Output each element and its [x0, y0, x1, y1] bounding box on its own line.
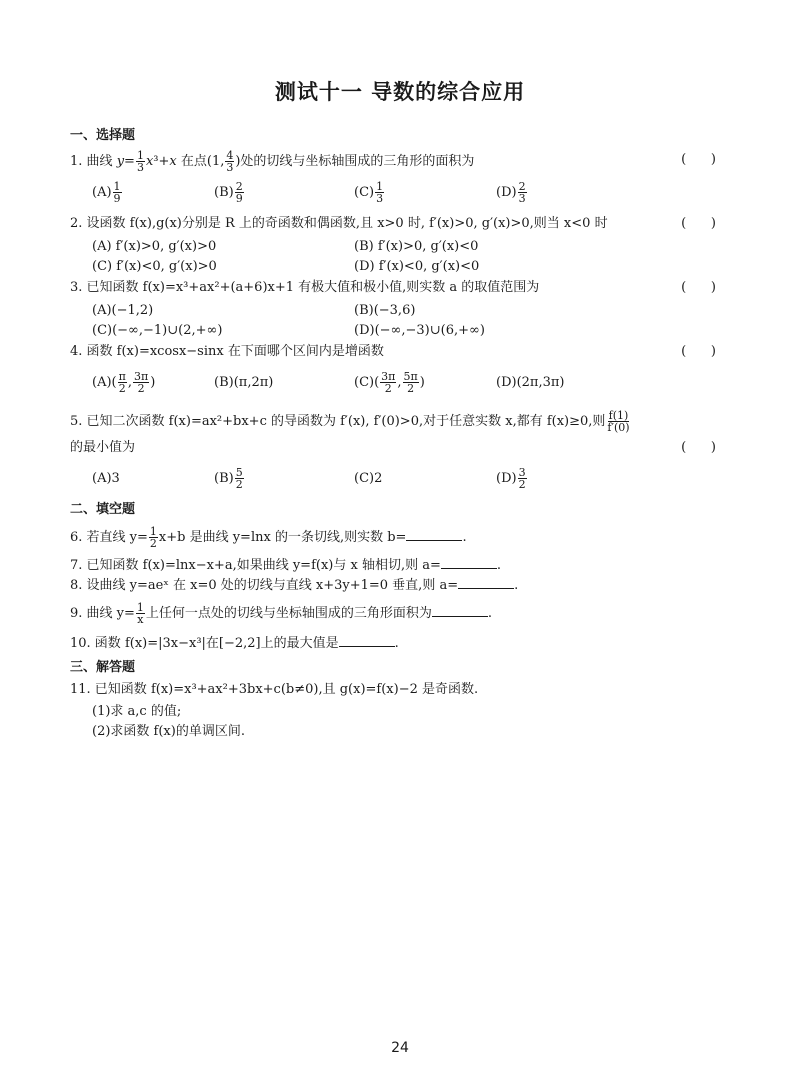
option-d: (D) $\frac{2}{3}$ [496, 179, 526, 205]
question-11: 11. 已知函数 f(x)=x³+ax²+3bx+c(b≠0),且 g(x)=f(x)−2 是奇函数. [70, 682, 479, 697]
page-title: 测试十一 导数的综合应用 [274, 80, 526, 104]
page-number: 24 [391, 1040, 409, 1056]
option-c: (C) $\frac{1}{3}$ [354, 179, 384, 205]
question-1: 1. 曲线 y= $\frac{1}{3}$ x³+x 在点(1, $\frac{4}{3}$ )处的切线与坐标轴围成的三角形的面积为 [70, 149, 475, 174]
question-4: 4. 函数 f(x)=xcosx−sinx 在下面哪个区间内是增函数 [70, 344, 384, 359]
option-b: (B) f′(x)>0, g′(x)<0 [354, 238, 479, 254]
option-a: (A) $\frac{1}{9}$ [92, 179, 121, 205]
option-d: (D) $\frac{3}{2}$ [496, 465, 526, 491]
answer-blank-10 [339, 634, 395, 647]
question-5: 5. 已知二次函数 f(x)=ax²+bx+c 的导函数为 f′(x), f′(0)>0,对于任意实数 x,都有 f(x)≥0,则 $\frac{f(1)}{f'(0)}$ [70, 409, 630, 434]
answer-blank-8 [458, 576, 514, 589]
option-b: (B) $\frac{2}{9}$ [214, 179, 243, 205]
question-6: 6. 若直线 y= $\frac{1}{2}$ x+b 是曲线 y=lnx 的一条切线,则实数 b= . [70, 525, 467, 550]
question-11-part-2: (2)求函数 f(x)的单调区间. [92, 724, 245, 739]
question-3: 3. 已知函数 f(x)=x³+ax²+(a+6)x+1 有极大值和极小值,则实数 a 的取值范围为 [70, 280, 540, 295]
option-d: (D)(2π,3π) [496, 374, 565, 390]
section-heading-answer: 三、解答题 [70, 660, 136, 675]
question-11-part-1: (1)求 a,c 的值; [92, 704, 182, 719]
option-c: (C)( $\frac{3\pi}{2}$ , $\frac{5\pi}{2}$ ) [354, 369, 425, 395]
answer-blank-9 [432, 604, 488, 617]
question-7: 7. 已知函数 f(x)=lnx−x+a,如果曲线 y=f(x)与 x 轴相切,则 a= . [70, 558, 502, 573]
answer-blank-7 [441, 556, 497, 569]
answer-paren-3: ( ) [681, 280, 716, 295]
option-c: (C)2 [354, 470, 383, 486]
question-9: 9. 曲线 y= $\frac{1}{x}$ 上任何一点处的切线与坐标轴围成的三角形面积为 . [70, 601, 493, 626]
question-2: 2. 设函数 f(x),g(x)分别是 R 上的奇函数和偶函数,且 x>0 时, f′(x)>0, g′(x)>0,则当 x<0 时 [70, 216, 608, 231]
section-heading-fill: 二、填空题 [70, 502, 136, 517]
option-b: (B)(π,2π) [214, 374, 274, 390]
option-b: (B) $\frac{5}{2}$ [214, 465, 243, 491]
answer-paren-1: ( ) [681, 152, 716, 167]
option-c: (C)(−∞,−1)∪(2,+∞) [92, 322, 223, 338]
option-a: (A)3 [92, 470, 120, 486]
answer-paren-2: ( ) [681, 216, 716, 231]
answer-paren-4: ( ) [681, 344, 716, 359]
answer-paren-5: ( ) [681, 440, 716, 455]
option-a: (A) f′(x)>0, g′(x)>0 [92, 238, 217, 254]
option-b: (B)(−3,6) [354, 302, 416, 318]
option-d: (D) f′(x)<0, g′(x)<0 [354, 258, 480, 274]
option-d: (D)(−∞,−3)∪(6,+∞) [354, 322, 485, 338]
section-heading-choice: 一、选择题 [70, 128, 136, 143]
question-8: 8. 设曲线 y=aeˣ 在 x=0 处的切线与直线 x+3y+1=0 垂直,则 a= . [70, 578, 519, 593]
question-10: 10. 函数 f(x)=|3x−x³|在[−2,2]上的最大值是 . [70, 636, 399, 651]
option-a: (A)( $\frac{\pi}{2}$ , $\frac{3\pi}{2}$ ) [92, 369, 156, 395]
option-c: (C) f′(x)<0, g′(x)>0 [92, 258, 217, 274]
answer-blank-6 [406, 528, 462, 541]
question-5-line2: 的最小值为 [70, 440, 136, 455]
option-a: (A)(−1,2) [92, 302, 154, 318]
